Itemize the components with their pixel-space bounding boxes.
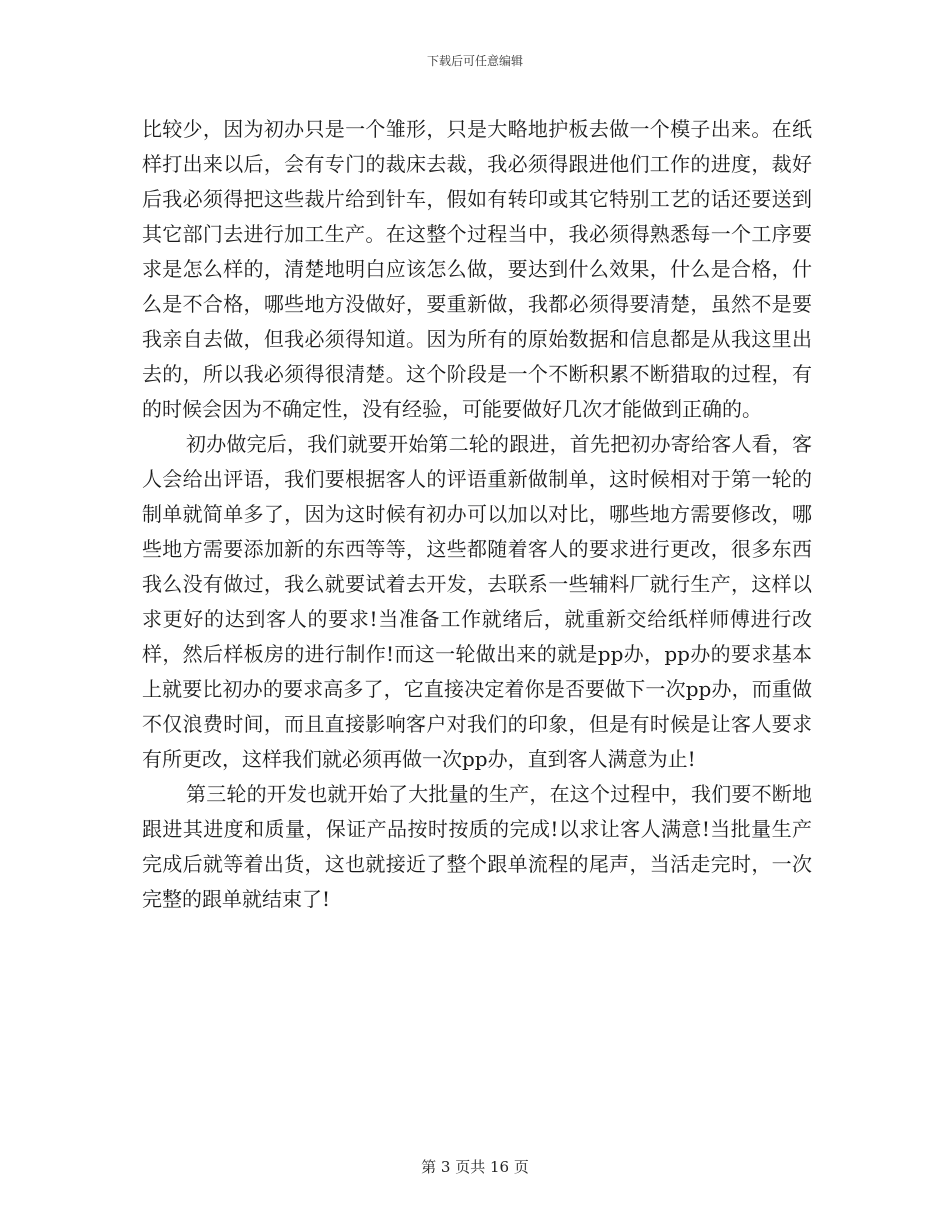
paragraph-continuation: 比较少，因为初办只是一个雏形，只是大略地护板去做一个模子出来。在纸样打出来以后，会有专门的裁床去裁，我必须得跟进他们工作的进度，裁好后我必须得把这些裁片给到针车，假如有转印或其它特别工艺的话还要送到其它部门去进行加工生产。在这整个过程当中，我必须得熟悉每一个工序要求是怎么样的，清楚地明白应该怎么做，要达到什么效果，什么是合格，什么是不合格，哪些地方没做好，要重新做，我都必须得要清楚，虽然不是要我亲自去做，但我必须得知道。因为所有的原始数据和信息都是从我这里出去的，所以我必须得很清楚。这个阶段是一个不断积累不断猎取的过程，有的时候会因为不确定性，没有经验，可能要做好几次才能做到正确的。 [142, 117, 812, 421]
page-number: 第 3 页共 16 页 [421, 1158, 529, 1176]
paragraph-third-round: 第三轮的开发也就开始了大批量的生产，在这个过程中，我们要不断地跟进其进度和质量，保证产品按时按质的完成!以求让客人满意!当批量生产完成后就等着出货，这也就接近了整个跟单流程的尾声，当活走完时，一次完整的跟单就结束了! [142, 782, 812, 911]
document-body [142, 112, 812, 917]
page-header-note: 下载后可任意编辑 [426, 54, 523, 68]
paragraph-second-round: 初办做完后，我们就要开始第二轮的跟进，首先把初办寄给客人看，客人会给出评语，我们要根据客人的评语重新做制单，这时候相对于第一轮的制单就简单多了，因为这时候有初办可以加以对比，哪些地方需要修改，哪些地方需要添加新的东西等等，这些都随着客人的要求进行更改，很多东西我么没有做过，我么就要试着去开发，去联系一些辅料厂就行生产，这样以求更好的达到客人的要求!当准备工作就绪后，就重新交给纸样师傅进行改样，然后样板房的进行制作!而这一轮做出来的就是pp办，pp办的要求基本上就要比初办的要求高多了，它直接决定着你是否要做下一次pp办，而重做不仅浪费时间，而且直接影响客户对我们的印象，但是有时候是让客人要求有所更改，这样我们就必须再做一次pp办，直到客人满意为止! [142, 432, 812, 771]
